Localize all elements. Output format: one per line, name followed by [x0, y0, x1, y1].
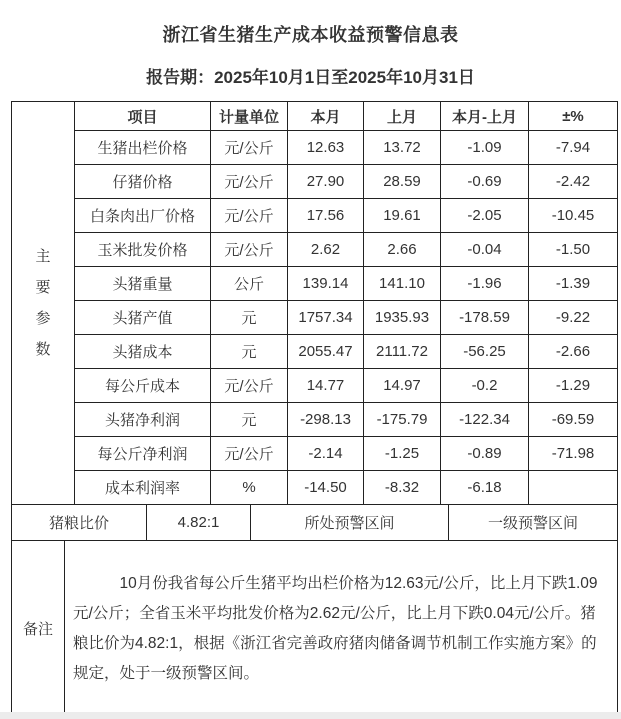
previous-month-cell: 141.10: [364, 267, 441, 301]
current-month-cell: -2.14: [288, 437, 364, 471]
remark-row: [12, 541, 618, 717]
item-cell: 头猪成本: [75, 335, 211, 369]
current-month-cell: 17.56: [288, 199, 364, 233]
pct-cell: -2.42: [529, 165, 618, 199]
table-row: [12, 199, 618, 233]
table-row: [12, 131, 618, 165]
diff-cell: -56.25: [441, 335, 529, 369]
pct-cell: -1.50: [529, 233, 618, 267]
diff-cell: -6.18: [441, 471, 529, 505]
diff-cell: -178.59: [441, 301, 529, 335]
pct-cell: -71.98: [529, 437, 618, 471]
page-title: 浙江省生猪生产成本收益预警信息表: [162, 25, 459, 45]
header-diff: 本月-上月: [441, 102, 529, 131]
remark-cell: [65, 541, 618, 717]
warning-info-table: [11, 101, 617, 717]
pct-cell: -9.22: [529, 301, 618, 335]
pct-cell: -1.29: [529, 369, 618, 403]
table-row: [12, 437, 618, 471]
diff-cell: -0.89: [441, 437, 529, 471]
pct-cell: -10.45: [529, 199, 618, 233]
remark-text: 10月份我省每公斤生猪平均出栏价格为12.63元/公斤，比上月下跌1.09元/公斤；全省玉米平均批发价格为2.62元/公斤，比上月下跌0.04元/公斤。猪粮比价为4.82:1，根据《浙江省完善政府猪肉储备调节机制工作实施方案》的规定，处于一级预警区间。: [73, 574, 598, 682]
current-month-cell: 1757.34: [288, 301, 364, 335]
diff-cell: -2.05: [441, 199, 529, 233]
previous-month-cell: -1.25: [364, 437, 441, 471]
item-cell: 每公斤成本: [75, 369, 211, 403]
item-cell: 生猪出栏价格: [75, 131, 211, 165]
previous-month-cell: 1935.93: [364, 301, 441, 335]
report-period: 报告期：2025年10月1日至2025年10月31日: [146, 68, 475, 87]
pct-cell: [529, 471, 618, 505]
unit-cell: 元: [211, 403, 288, 437]
unit-cell: 元/公斤: [211, 131, 288, 165]
item-cell: 头猪产值: [75, 301, 211, 335]
table-row: [12, 165, 618, 199]
item-cell: 每公斤净利润: [75, 437, 211, 471]
header-current-month: 本月: [288, 102, 364, 131]
table-row: [12, 369, 618, 403]
warning-zone-label: 所处预警区间: [251, 505, 449, 541]
pig-grain-ratio-row: [11, 504, 618, 541]
table-row: [12, 335, 618, 369]
row-group-label: 主要参数: [35, 248, 51, 358]
table-row: [12, 301, 618, 335]
table-body: [12, 102, 618, 505]
previous-month-cell: 19.61: [364, 199, 441, 233]
header-previous-month: 上月: [364, 102, 441, 131]
diff-cell: -0.2: [441, 369, 529, 403]
diff-cell: -1.09: [441, 131, 529, 165]
header-unit: 计量单位: [211, 102, 288, 131]
unit-cell: %: [211, 471, 288, 505]
remark-section: [11, 540, 618, 717]
unit-cell: 元: [211, 301, 288, 335]
unit-cell: 元/公斤: [211, 199, 288, 233]
item-cell: 头猪重量: [75, 267, 211, 301]
table-row: [12, 267, 618, 301]
unit-cell: 元/公斤: [211, 165, 288, 199]
page-bottom-strip: [0, 712, 621, 719]
unit-cell: 元/公斤: [211, 369, 288, 403]
item-cell: 玉米批发价格: [75, 233, 211, 267]
pct-cell: -7.94: [529, 131, 618, 165]
diff-cell: -0.04: [441, 233, 529, 267]
previous-month-cell: -8.32: [364, 471, 441, 505]
previous-month-cell: 28.59: [364, 165, 441, 199]
header-pct: ±%: [529, 102, 618, 131]
unit-cell: 元/公斤: [211, 233, 288, 267]
previous-month-cell: 2.66: [364, 233, 441, 267]
item-cell: 成本利润率: [75, 471, 211, 505]
previous-month-cell: 13.72: [364, 131, 441, 165]
unit-cell: 元: [211, 335, 288, 369]
header-item: 项目: [75, 102, 211, 131]
row-group-cell: [12, 102, 75, 505]
header-row: [12, 102, 618, 131]
diff-cell: -122.34: [441, 403, 529, 437]
unit-cell: 公斤: [211, 267, 288, 301]
diff-cell: -1.96: [441, 267, 529, 301]
item-cell: 白条肉出厂价格: [75, 199, 211, 233]
item-cell: 仔猪价格: [75, 165, 211, 199]
table-row: [12, 403, 618, 437]
current-month-cell: 139.14: [288, 267, 364, 301]
current-month-cell: 27.90: [288, 165, 364, 199]
item-cell: 头猪净利润: [75, 403, 211, 437]
summary-row: [12, 505, 618, 541]
previous-month-cell: -175.79: [364, 403, 441, 437]
main-parameters-table: [11, 101, 618, 505]
previous-month-cell: 2111.72: [364, 335, 441, 369]
warning-zone-value: 一级预警区间: [449, 505, 618, 541]
ratio-label: 猪粮比价: [12, 505, 147, 541]
current-month-cell: -14.50: [288, 471, 364, 505]
current-month-cell: 2055.47: [288, 335, 364, 369]
current-month-cell: 2.62: [288, 233, 364, 267]
unit-cell: 元/公斤: [211, 437, 288, 471]
pct-cell: -69.59: [529, 403, 618, 437]
current-month-cell: -298.13: [288, 403, 364, 437]
current-month-cell: 14.77: [288, 369, 364, 403]
pct-cell: -2.66: [529, 335, 618, 369]
table-row: [12, 471, 618, 505]
remark-label: 备注: [12, 541, 65, 717]
diff-cell: -0.69: [441, 165, 529, 199]
current-month-cell: 12.63: [288, 131, 364, 165]
previous-month-cell: 14.97: [364, 369, 441, 403]
ratio-value: 4.82:1: [147, 505, 251, 541]
pct-cell: -1.39: [529, 267, 618, 301]
table-row: [12, 233, 618, 267]
